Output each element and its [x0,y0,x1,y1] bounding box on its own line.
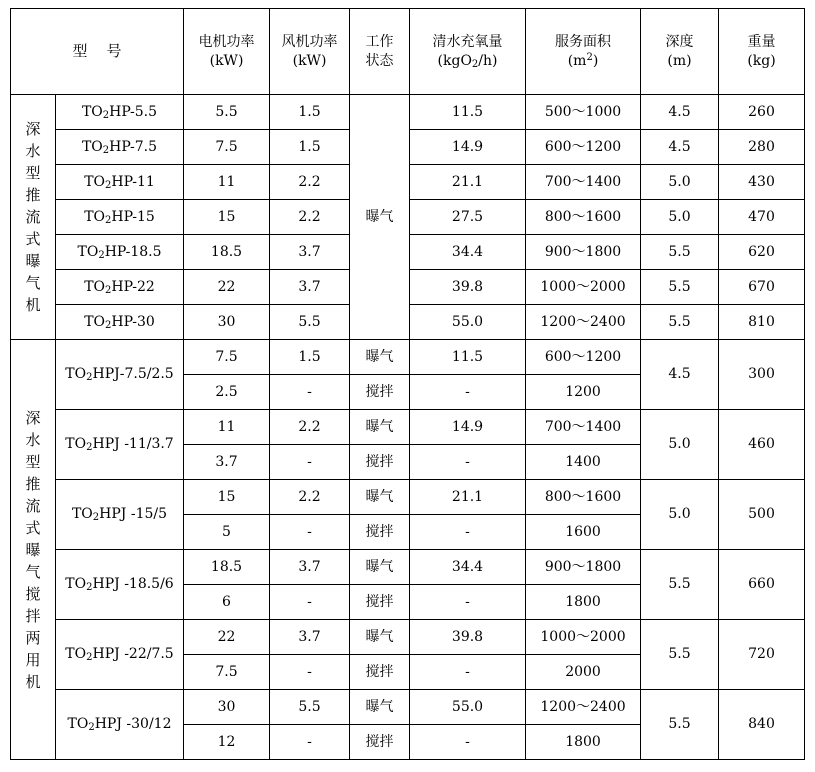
oxygen-cell: 39.8 [410,270,526,305]
motor-cell: 18.5 [184,550,270,585]
oxygen-cell: - [410,655,526,690]
weight-cell: 720 [719,620,805,690]
area-cell: 700～1400 [526,165,641,200]
fan-cell: 1.5 [270,130,350,165]
header-fan-power: 风机功率 (kW) [270,9,350,95]
oxygen-cell: 21.1 [410,165,526,200]
depth-cell: 5.5 [641,550,719,620]
header-motor-power: 电机功率 (kW) [184,9,270,95]
table-row [11,690,805,725]
header-row [11,9,805,95]
oxygen-cell: 34.4 [410,550,526,585]
table-row [11,340,805,375]
state-cell: 曝气 [350,410,410,445]
model-cell: $TO_2HPJ-7.5/2.5$ [56,340,184,410]
area-cell: 1600 [526,515,641,550]
model-cell: $TO_2HPJ$ -22/7.5 [56,620,184,690]
fan-cell: - [270,375,350,410]
state-cell: 搅拌 [350,515,410,550]
state-cell: 曝气 [350,340,410,375]
table-row [11,480,805,515]
group1-state: 曝气 [350,95,410,340]
area-cell: 1200 [526,375,641,410]
state-cell: 搅拌 [350,445,410,480]
fan-cell: 3.7 [270,550,350,585]
area-cell: 600～1200 [526,130,641,165]
area-cell: 1000～2000 [526,620,641,655]
fan-cell: 2.2 [270,480,350,515]
depth-cell: 5.5 [641,305,719,340]
table-row [11,620,805,655]
motor-cell: 30 [184,690,270,725]
motor-cell: 3.7 [184,445,270,480]
weight-cell: 260 [719,95,805,130]
oxygen-cell: 11.5 [410,340,526,375]
motor-cell: 6 [184,585,270,620]
weight-cell: 660 [719,550,805,620]
model-cell: $TO_2HPJ$ -11/3.7 [56,410,184,480]
depth-cell: 4.5 [641,340,719,410]
fan-cell: 2.2 [270,410,350,445]
area-cell: 1200～2400 [526,690,641,725]
weight-cell: 300 [719,340,805,410]
area-cell: 1200～2400 [526,305,641,340]
oxygen-cell: 55.0 [410,690,526,725]
oxygen-cell: - [410,725,526,760]
weight-cell: 810 [719,305,805,340]
area-cell: 900～1800 [526,550,641,585]
state-cell: 搅拌 [350,585,410,620]
motor-cell: 15 [184,200,270,235]
oxygen-cell: - [410,445,526,480]
oxygen-cell: 21.1 [410,480,526,515]
fan-cell: - [270,725,350,760]
oxygen-cell: 34.4 [410,235,526,270]
motor-cell: 7.5 [184,655,270,690]
weight-cell: 280 [719,130,805,165]
oxygen-cell: - [410,375,526,410]
fan-cell: 2.2 [270,165,350,200]
motor-cell: 30 [184,305,270,340]
header-weight: 重量 (kg) [719,9,805,95]
model-cell: $TO_2HPJ$ -30/12 [56,690,184,760]
motor-cell: 7.5 [184,340,270,375]
oxygen-cell: 11.5 [410,95,526,130]
state-cell: 曝气 [350,690,410,725]
header-oxygen: 清水充氧量 (kgO$_2$/h) [410,9,526,95]
motor-cell: 15 [184,480,270,515]
state-cell: 曝气 [350,480,410,515]
fan-cell: 5.5 [270,305,350,340]
depth-cell: 5.0 [641,200,719,235]
fan-cell: - [270,655,350,690]
area-cell: 1800 [526,585,641,620]
area-cell: 1000～2000 [526,270,641,305]
motor-cell: 2.5 [184,375,270,410]
depth-cell: 5.5 [641,690,719,760]
area-cell: 1800 [526,725,641,760]
oxygen-cell: 27.5 [410,200,526,235]
motor-cell: 7.5 [184,130,270,165]
model-cell: $TO_2HP-7.5$ [56,130,184,165]
oxygen-cell: - [410,515,526,550]
table-row [11,550,805,585]
weight-cell: 620 [719,235,805,270]
motor-cell: 11 [184,165,270,200]
area-cell: 600～1200 [526,340,641,375]
area-cell: 1400 [526,445,641,480]
area-cell: 800～1600 [526,200,641,235]
fan-cell: 1.5 [270,95,350,130]
table-row [11,410,805,445]
state-cell: 曝气 [350,620,410,655]
state-cell: 搅拌 [350,725,410,760]
weight-cell: 840 [719,690,805,760]
depth-cell: 5.5 [641,620,719,690]
depth-cell: 5.0 [641,410,719,480]
fan-cell: 2.2 [270,200,350,235]
state-cell: 搅拌 [350,375,410,410]
model-cell: $TO_2HP-30$ [56,305,184,340]
depth-cell: 5.0 [641,480,719,550]
model-cell: $TO_2HPJ$ -15/5 [56,480,184,550]
fan-cell: 5.5 [270,690,350,725]
header-depth: 深度 (m) [641,9,719,95]
weight-cell: 430 [719,165,805,200]
area-cell: 700～1400 [526,410,641,445]
oxygen-cell: 14.9 [410,130,526,165]
weight-cell: 500 [719,480,805,550]
header-area: 服务面积 $(m^2)$ [526,9,641,95]
fan-cell: - [270,515,350,550]
fan-cell: - [270,445,350,480]
depth-cell: 4.5 [641,130,719,165]
oxygen-cell: - [410,585,526,620]
fan-cell: 3.7 [270,620,350,655]
fan-cell: 1.5 [270,340,350,375]
depth-cell: 5.5 [641,235,719,270]
motor-cell: 18.5 [184,235,270,270]
motor-cell: 12 [184,725,270,760]
model-cell: $TO_2HPJ$ -18.5/6 [56,550,184,620]
group2-label: 深水型推流式曝气搅拌两用机 [11,340,56,760]
oxygen-cell: 55.0 [410,305,526,340]
state-cell: 搅拌 [350,655,410,690]
state-cell: 曝气 [350,550,410,585]
oxygen-cell: 39.8 [410,620,526,655]
spec-table [10,8,805,760]
motor-cell: 22 [184,270,270,305]
model-cell: $TO_2HP-15$ [56,200,184,235]
header-work-state: 工作 状态 [350,9,410,95]
motor-cell: 22 [184,620,270,655]
depth-cell: 5.0 [641,165,719,200]
model-cell: $TO_2HP-22$ [56,270,184,305]
group1-label: 深水型推流式曝气机 [11,95,56,340]
weight-cell: 470 [719,200,805,235]
table-row [11,95,805,130]
header-model: 型 号 [11,9,184,95]
motor-cell: 11 [184,410,270,445]
area-cell: 900～1800 [526,235,641,270]
oxygen-cell: 14.9 [410,410,526,445]
fan-cell: - [270,585,350,620]
depth-cell: 4.5 [641,95,719,130]
area-cell: 800～1600 [526,480,641,515]
area-cell: 500～1000 [526,95,641,130]
area-cell: 2000 [526,655,641,690]
motor-cell: 5.5 [184,95,270,130]
fan-cell: 3.7 [270,270,350,305]
model-cell: $TO_2HP-11$ [56,165,184,200]
weight-cell: 670 [719,270,805,305]
model-cell: $TO_2HP-5.5$ [56,95,184,130]
fan-cell: 3.7 [270,235,350,270]
motor-cell: 5 [184,515,270,550]
model-cell: $TO_2HP-18.5$ [56,235,184,270]
weight-cell: 460 [719,410,805,480]
depth-cell: 5.5 [641,270,719,305]
